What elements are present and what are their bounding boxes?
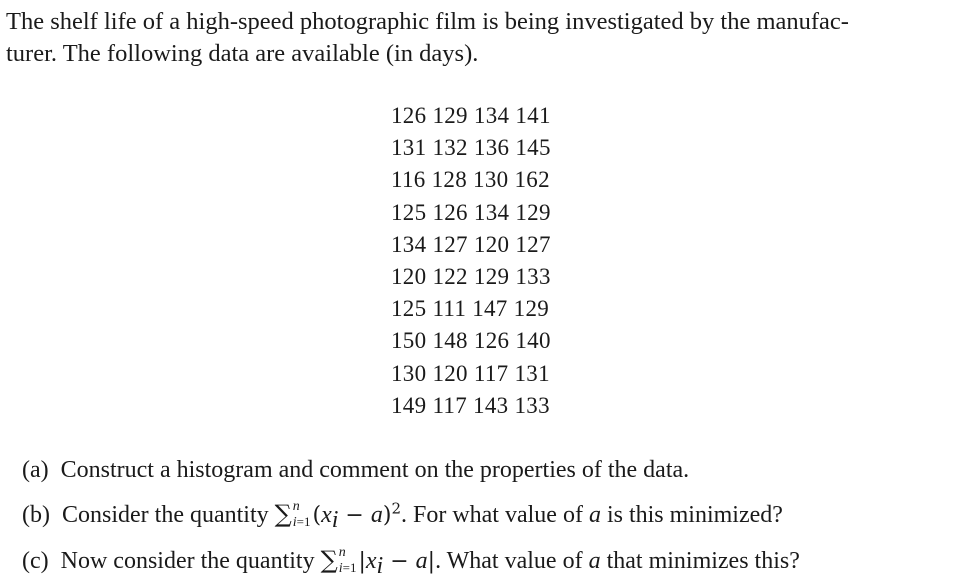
data-row: 125 126 134 129 bbox=[391, 199, 551, 225]
data-row: 131 132 136 145 bbox=[391, 135, 551, 161]
question-a bbox=[22, 448, 800, 492]
variable-a: a bbox=[588, 502, 601, 528]
data-row: 126 129 134 141 bbox=[391, 103, 551, 128]
question-c-end: that minimizes this? bbox=[606, 548, 800, 574]
question-a-text: Construct a histogram and comment on the properties of the data. bbox=[60, 457, 690, 483]
data-row: 134 127 120 127 bbox=[391, 231, 551, 257]
question-b-after: . For what value of bbox=[400, 502, 583, 528]
data-row: 150 148 126 140 bbox=[391, 328, 551, 354]
shelf-life-data bbox=[391, 100, 551, 422]
sum-absolute-deviation-formula: ∑ n i=1 $|x_i - a|$ bbox=[320, 544, 436, 580]
data-row: 130 120 117 131 bbox=[391, 360, 550, 386]
data-row: 125 111 147 129 bbox=[391, 296, 550, 322]
question-b-end: is this minimized? bbox=[606, 502, 783, 528]
question-c-before: Now consider the quantity bbox=[60, 548, 315, 574]
question-list bbox=[22, 448, 800, 584]
question-c-after: . What value of bbox=[435, 548, 583, 574]
intro-line-1: The shelf life of a high-speed photographic film is being investigated by the manufac- bbox=[6, 8, 849, 35]
question-b-label: (b) bbox=[22, 502, 50, 528]
question-a-label: (a) bbox=[22, 457, 49, 483]
intro-line-2: turer. The following data are available (in days). bbox=[6, 40, 479, 67]
data-row: 149 117 143 133 bbox=[391, 392, 550, 418]
question-b bbox=[22, 492, 800, 538]
question-c bbox=[22, 538, 800, 584]
problem-statement bbox=[6, 6, 948, 70]
question-b-before: Consider the quantity bbox=[61, 502, 269, 528]
sum-squared-deviation-formula: ∑ n i=1 $(x_i - a)^2$ bbox=[274, 498, 401, 534]
data-row: 116 128 130 162 bbox=[391, 167, 550, 193]
data-row: 120 122 129 133 bbox=[391, 264, 551, 290]
variable-a: a bbox=[588, 548, 601, 574]
question-c-label: (c) bbox=[22, 548, 49, 574]
